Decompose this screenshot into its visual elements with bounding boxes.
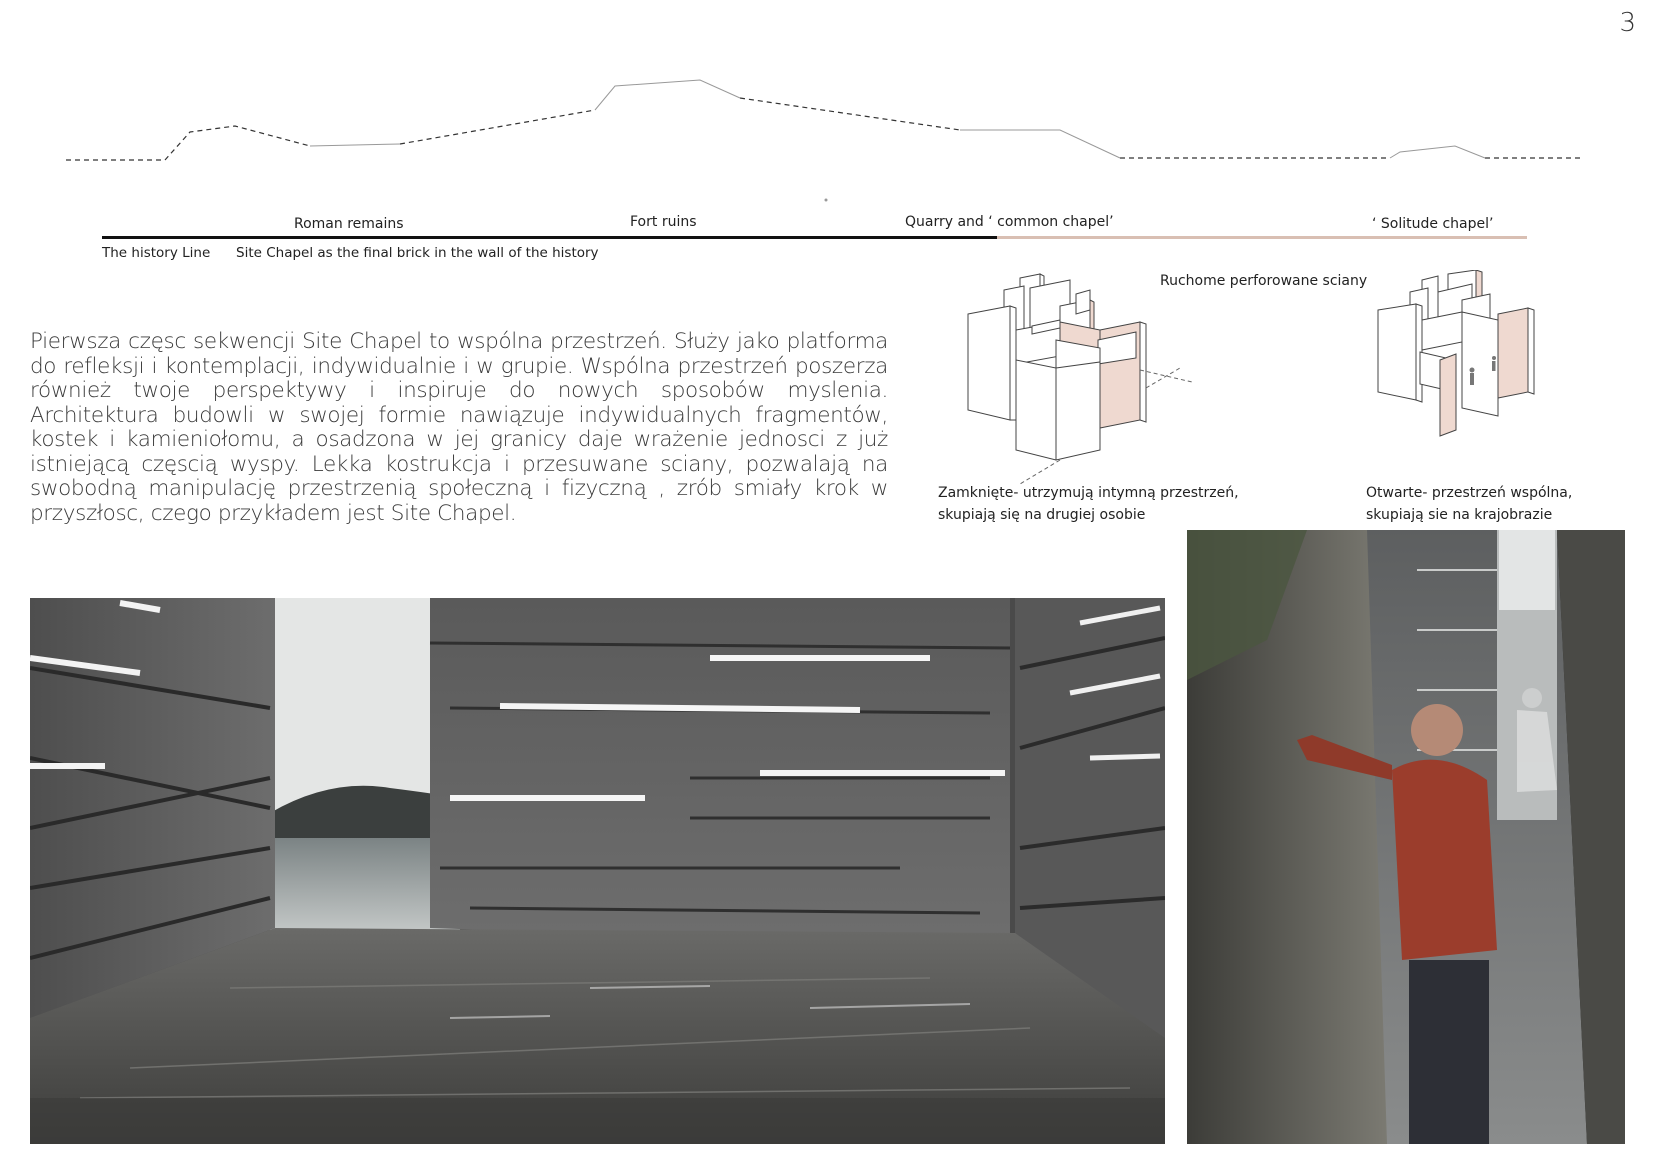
history-line-past [102, 236, 997, 239]
site-elevation-line [0, 60, 1654, 220]
timeline-station-fort-ruins: Fort ruins [630, 214, 697, 230]
diagram-title: Ruchome perforowane sciany [1160, 273, 1368, 289]
open-caption-line-1: Otwarte- przestrzeń wspólna, [1366, 485, 1573, 501]
timeline-station-common-chapel: Quarry and ‘ common chapel’ [905, 214, 1114, 230]
history-line-title: The history Line [102, 245, 211, 261]
history-line-future [997, 236, 1527, 239]
history-line-subtitle: Site Chapel as the final brick in the wall of the history [236, 245, 599, 261]
open-walls-diagram [1372, 270, 1562, 470]
closed-caption-line-1: Zamknięte- utrzymują intymną przestrzeń, [938, 485, 1239, 501]
closed-caption-line-2: skupiają się na drugiej osobie [938, 507, 1146, 523]
timeline-station-solitude-chapel: ‘ Solitude chapel’ [1372, 216, 1494, 232]
intro-paragraph: Pierwsza częsc sekwencji Site Chapel to wspólna przestrzeń. Służy jako platforma do refleksji i kontemplacji, indywidualnie i w grupie. Wspólna przestrzeń poszerza również twoje perspektywy i inspiruje do nowych sposobów myslenia. Architektura budowli w swojej formie nawiązuje indywidualnych fragmentów, kostek i kamieniołomu, a osadzona w jej granicy daje wrażenie jednosci z już istniejącą częscią wyspy. Lekka kostrukcja i przesuwane sciany, pozwalają na swobodną manipulację przestrzenią społeczną i fizyczną , zrób smiały krok w przyszłosc, czego przykładem jest Site Chapel. [30, 329, 888, 526]
open-caption-line-2: skupiają sie na krajobrazie [1366, 507, 1553, 523]
page-number: 3 [1619, 8, 1636, 38]
timeline-station-roman-remains: Roman remains [294, 216, 404, 232]
chapel-interior-render [30, 598, 1165, 1144]
closed-walls-diagram [960, 270, 1200, 490]
solitude-chapel-render [1187, 530, 1625, 1144]
